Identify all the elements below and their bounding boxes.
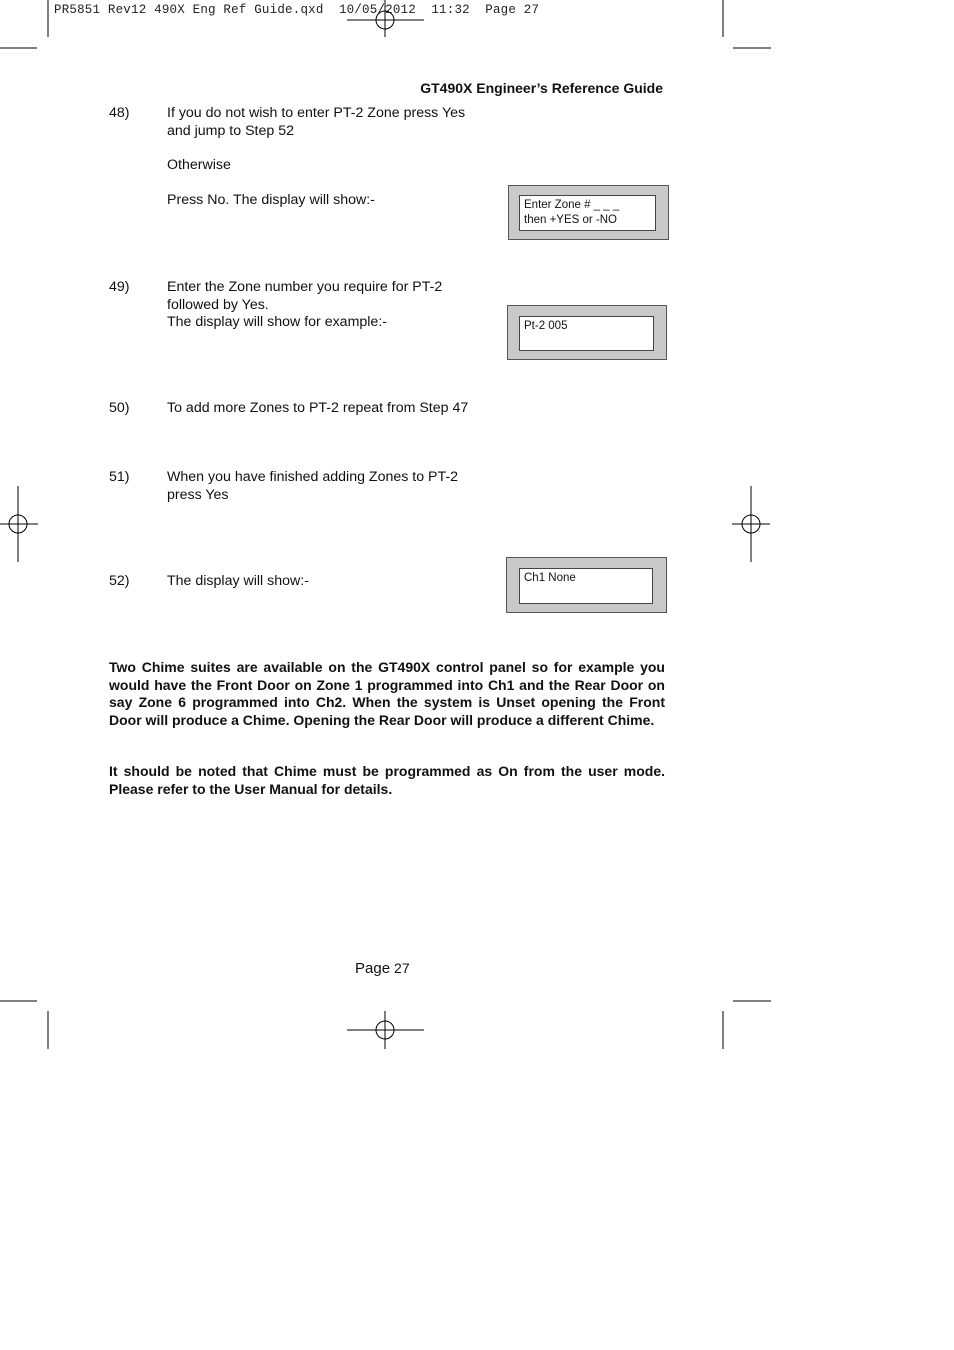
- step-text: Enter the Zone number you require for PT-2: [167, 279, 443, 295]
- step-text: Press No. The display will show:-: [167, 191, 375, 208]
- registration-mark-right: [732, 486, 770, 562]
- file-slug: PR5851 Rev12 490X Eng Ref Guide.qxd 10/05/2012 11:32 Page 27: [54, 3, 540, 17]
- page-label: Page: [355, 960, 391, 977]
- display-line-2: then +YES or -NO: [524, 214, 617, 226]
- step-number: 48): [109, 105, 130, 121]
- step-text: and jump to Step 52: [167, 122, 294, 139]
- page-footer: [355, 960, 410, 977]
- keypad-display-enter-zone: [508, 185, 669, 240]
- running-head: GT490X Engineer’s Reference Guide: [420, 80, 663, 96]
- step-text: When you have finished adding Zones to PT-2: [167, 469, 459, 485]
- registration-mark-top: [347, 0, 424, 37]
- display-line-1: Ch1 None: [524, 572, 576, 584]
- display-line-1: Pt-2 005: [524, 320, 568, 332]
- registration-mark-left: [0, 486, 38, 562]
- chime-note: Two Chime suites are available on the GT490X control panel so for example you would have the Front Door on Zone 1 programmed into Ch1 and the Rear Door on say Zone 6 programmed into Ch2. When the system is Unset opening the Front Door will produce a Chime. Opening the Rear Door will produce a different Chime.: [109, 659, 665, 728]
- step-text: To add more Zones to PT-2 repeat from Step 47: [167, 400, 469, 416]
- page-number: 27: [394, 960, 410, 976]
- keypad-display-chime: [506, 557, 667, 613]
- step-text: press Yes: [167, 486, 229, 503]
- step-text: The display will show:-: [167, 573, 309, 589]
- step-text: The display will show for example:-: [167, 314, 387, 330]
- step-number: 49): [109, 279, 130, 295]
- registration-mark-bottom: [347, 1011, 424, 1049]
- step-text: If you do not wish to enter PT-2 Zone press Yes: [167, 105, 466, 121]
- display-line-1: Enter Zone # _ _ _: [524, 199, 620, 211]
- step-number: 51): [109, 469, 130, 485]
- step-number: 50): [109, 400, 130, 416]
- keypad-display-pt2-zone: [507, 305, 667, 360]
- step-number: 52): [109, 573, 130, 589]
- step-text: Otherwise: [167, 157, 231, 173]
- chime-user-mode-note: It should be noted that Chime must be programmed as On from the user mode. Please refer to the User Manual for details.: [109, 763, 665, 797]
- step-text: followed by Yes.: [167, 296, 269, 313]
